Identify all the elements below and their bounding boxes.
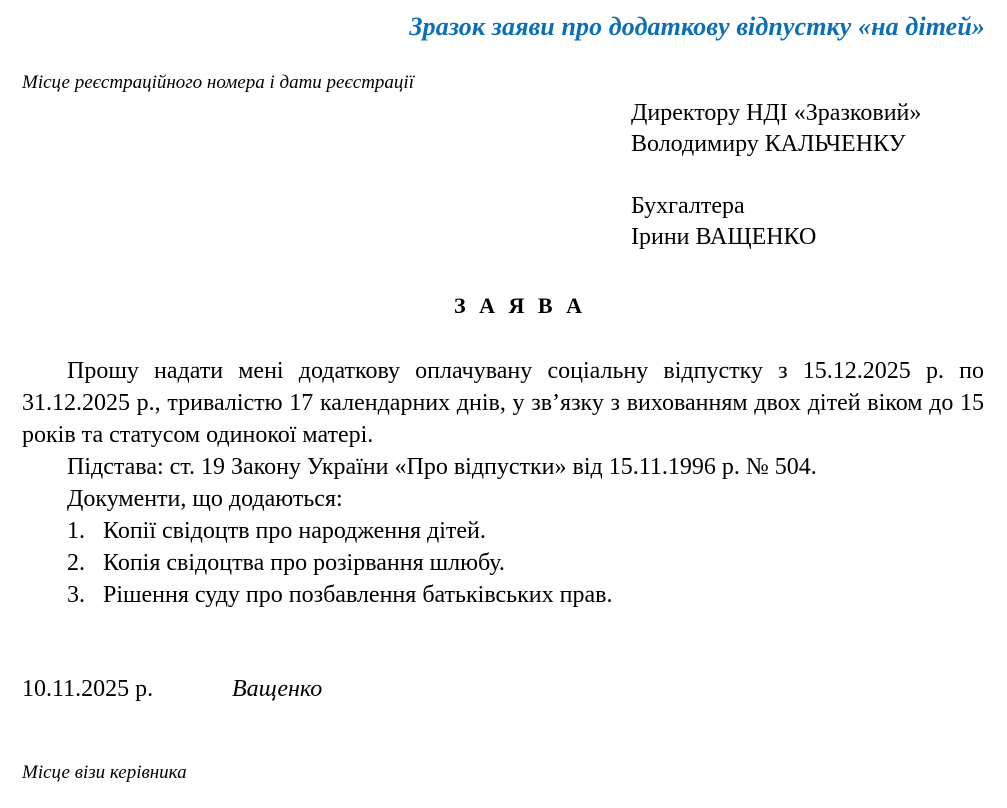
- attachment-text: Копія свідоцтва про розірвання шлюбу.: [103, 550, 505, 576]
- application-date: 10.11.2025 р.: [22, 676, 154, 702]
- document-title: З А Я В А: [454, 293, 586, 318]
- visa-place-label: Місце візи керівника: [22, 762, 187, 783]
- attachment-number: 1.: [67, 518, 85, 544]
- attachment-text: Копії свідоцтв про народження дітей.: [103, 518, 486, 544]
- sample-title: Зразок заяви про додаткову відпустку «на дітей»: [409, 12, 985, 41]
- addressee-position: Директору НДІ «Зразковий»: [631, 100, 922, 126]
- registration-place-label: Місце реєстраційного номера і дати реєстрації: [22, 72, 414, 93]
- addressee-block: [631, 98, 921, 253]
- request-paragraph: Прошу надати мені додаткову оплачувану соціальну відпустку з 15.12.2025 р. по 31.12.2025 р., тривалістю 17 календарних днів, у зв’язку з вихованням двох дітей віком до 15 років та статусом одинокої матері.: [22, 358, 984, 448]
- attachments-heading: Документи, що додаються:: [67, 486, 343, 512]
- sender-position: Бухгалтера: [631, 193, 745, 219]
- document-body: [22, 355, 984, 611]
- sender-name: Ірини ВАЩЕНКО: [631, 224, 817, 250]
- attachment-number: 3.: [67, 582, 85, 608]
- attachment-text: Рішення суду про позбавлення батьківських прав.: [103, 582, 613, 608]
- attachment-item: [22, 515, 984, 547]
- signature: Ващенко: [232, 676, 323, 702]
- attachment-number: 2.: [67, 550, 85, 576]
- basis-line: Підстава: ст. 19 Закону України «Про відпустки» від 15.11.1996 р. № 504.: [67, 454, 817, 480]
- attachment-item: [22, 547, 984, 579]
- addressee-name: Володимиру КАЛЬЧЕНКУ: [631, 131, 906, 157]
- attachment-item: [22, 579, 984, 611]
